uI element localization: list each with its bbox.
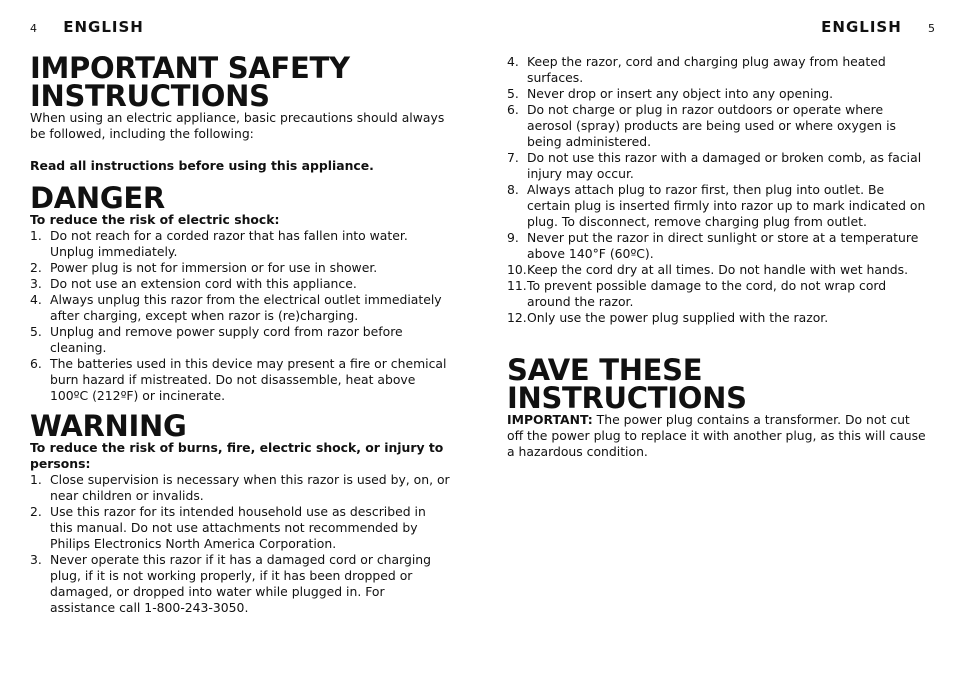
list-item-number: 12. (507, 310, 527, 325)
list-item-text: Never put the razor in direct sunlight or store at a temperature above 140°F (60ºC). (527, 230, 919, 261)
list-item (507, 310, 929, 326)
list-item-text: Never operate this razor if it has a damaged cord or charging plug, if it is not working properly, if it has been dropped or damaged, or dropped into water while plugged in. For assistance call 1-800-243-3050. (50, 552, 432, 615)
list-item (507, 54, 929, 86)
important-label: IMPORTANT: (507, 412, 593, 427)
warning-heading: WARNING (30, 409, 187, 443)
list-item (30, 504, 450, 552)
list-item-number: 1. (30, 228, 42, 243)
list-item (507, 230, 929, 262)
list-item-text: Always attach plug to razor first, then plug into outlet. Be certain plug is inserted firmly into razor up to mark indicated on plug. To disconnect, remove charging plug from outlet. (527, 182, 926, 229)
right-page-header (821, 18, 935, 36)
list-item-number: 5. (30, 324, 42, 339)
read-all-notice: Read all instructions before using this appliance. (30, 158, 374, 173)
list-item (507, 150, 929, 182)
list-item (30, 552, 450, 616)
list-item-text: Do not charge or plug in razor outdoors or operate where aerosol (spray) products are being used or where oxygen is being administered. (527, 102, 896, 149)
list-item-text: Keep the razor, cord and charging plug away from heated surfaces. (527, 54, 886, 85)
list-item-number: 10. (507, 262, 527, 277)
left-page-header (30, 18, 144, 36)
list-item (30, 324, 450, 356)
list-item-number: 7. (507, 150, 519, 165)
danger-heading: DANGER (30, 181, 165, 215)
important-text: The power plug contains a transformer. Do not cut off the power plug to replace it with another plug, as this will cause a hazardous condition. (507, 412, 926, 459)
list-item-text: To prevent possible damage to the cord, do not wrap cord around the razor. (527, 278, 887, 309)
list-item (507, 182, 929, 230)
list-item (507, 86, 929, 102)
save-instructions-heading: SAVE THESE INSTRUCTIONS (507, 353, 747, 415)
right-page-content (507, 54, 929, 460)
list-item-number: 3. (30, 276, 42, 291)
list-item-number: 4. (30, 292, 42, 307)
list-item-number: 4. (507, 54, 519, 69)
list-item (30, 276, 450, 292)
list-item (30, 228, 450, 260)
list-item (507, 102, 929, 150)
language-label: ENGLISH (63, 18, 144, 36)
right-page (507, 0, 935, 673)
list-item-text: Do not reach for a corded razor that has fallen into water. Unplug immediately. (50, 228, 408, 259)
list-item-number: 9. (507, 230, 519, 245)
intro-text: When using an electric appliance, basic precautions should always be followed, including the following: (30, 110, 445, 141)
list-item-number: 8. (507, 182, 519, 197)
danger-subheading: To reduce the risk of electric shock: (30, 212, 280, 227)
danger-list (30, 228, 450, 404)
page-number: 4 (30, 22, 37, 35)
list-item-number: 11. (507, 278, 527, 293)
language-label: ENGLISH (821, 18, 902, 36)
list-item-number: 3. (30, 552, 42, 567)
list-item-text: Unplug and remove power supply cord from razor before cleaning. (50, 324, 403, 355)
list-item (30, 472, 450, 504)
list-item (507, 262, 929, 278)
list-item-text: Keep the cord dry at all times. Do not handle with wet hands. (527, 262, 909, 277)
list-item-number: 2. (30, 260, 42, 275)
list-item-number: 1. (30, 472, 42, 487)
list-item-text: Only use the power plug supplied with the razor. (527, 310, 829, 325)
list-item (30, 260, 450, 276)
warning-list (30, 472, 450, 616)
page-number: 5 (928, 22, 935, 35)
list-item (507, 278, 929, 310)
list-item-text: Close supervision is necessary when this razor is used by, on, or near children or invalids. (50, 472, 450, 503)
list-item-text: Power plug is not for immersion or for use in shower. (50, 260, 378, 275)
left-page-content (30, 51, 450, 616)
list-item (30, 292, 450, 324)
page-title: IMPORTANT SAFETY INSTRUCTIONS (30, 51, 350, 113)
list-item-text: Never drop or insert any object into any opening. (527, 86, 834, 101)
list-item-text: Do not use this razor with a damaged or broken comb, as facial injury may occur. (527, 150, 922, 181)
list-item-number: 6. (30, 356, 42, 371)
left-page (30, 0, 450, 673)
warning-subheading: To reduce the risk of burns, fire, electric shock, or injury to persons: (30, 440, 444, 471)
important-notice (507, 412, 929, 460)
continued-list (507, 54, 929, 326)
list-item-text: Do not use an extension cord with this appliance. (50, 276, 357, 291)
list-item-number: 5. (507, 86, 519, 101)
list-item-text: The batteries used in this device may present a fire or chemical burn hazard if mistreated. Do not disassemble, heat above 100ºC (212ºF) or incinerate. (50, 356, 447, 403)
list-item-text: Use this razor for its intended household use as described in this manual. Do not use attachments not recommended by Philips Electronics North America Corporation. (50, 504, 426, 551)
list-item (30, 356, 450, 404)
list-item-number: 2. (30, 504, 42, 519)
list-item-number: 6. (507, 102, 519, 117)
list-item-text: Always unplug this razor from the electrical outlet immediately after charging, except when razor is (re)charging. (50, 292, 442, 323)
